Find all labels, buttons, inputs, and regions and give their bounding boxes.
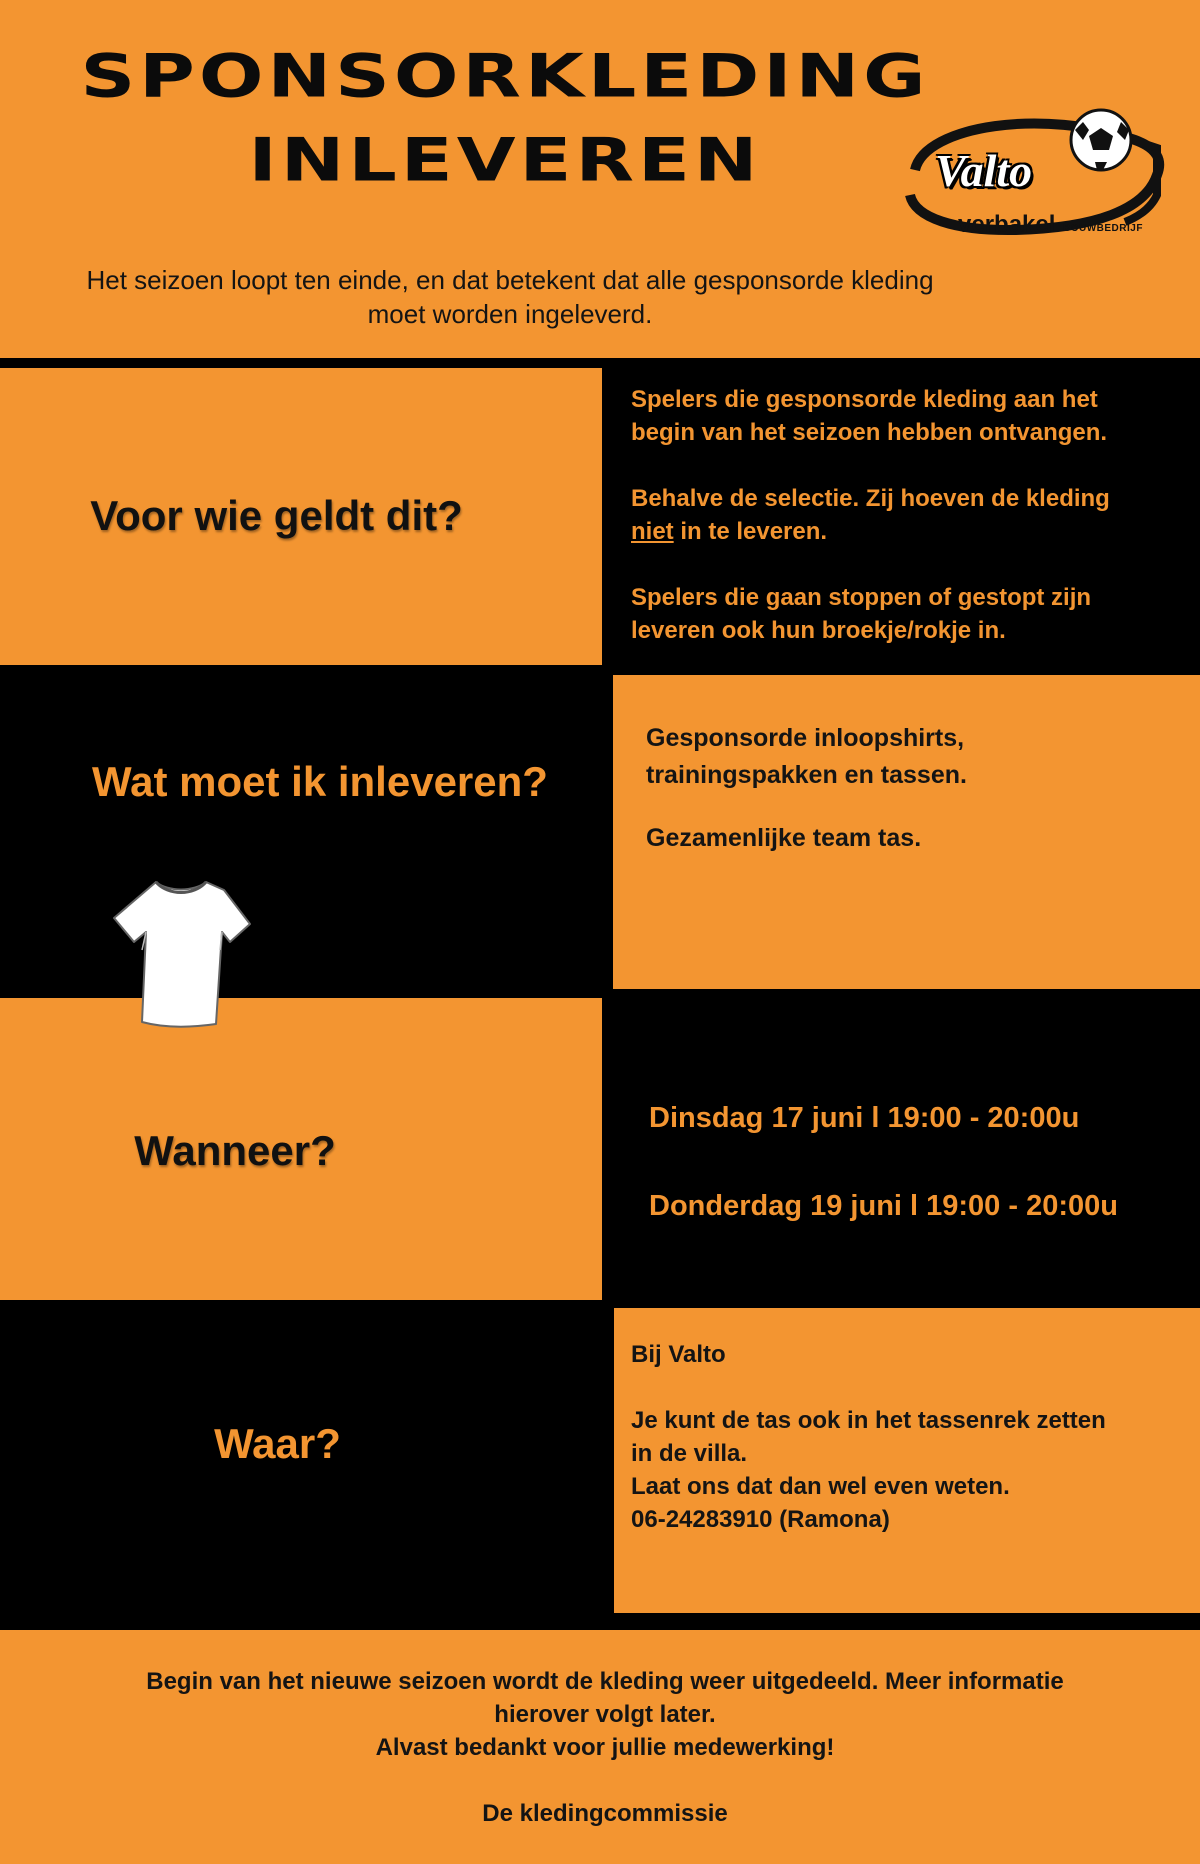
wat-heading: Wat moet ik inleveren? [92, 758, 548, 805]
waar-p2-line-2: in de villa. [631, 1440, 748, 1467]
wat-p1-line-2: trainingspakken en tassen. [646, 761, 967, 789]
voor-wie-p2-line-1: Behalve de selectie. Zij hoeven de kleding [631, 485, 1110, 512]
logo-wordmark: Valto [935, 145, 1033, 196]
wat-content-panel [613, 675, 1200, 989]
voor-wie-p1-line-1: Spelers die gesponsorde kleding aan het [631, 386, 1098, 413]
waar-p2-line-1: Je kunt de tas ook in het tassenrek zetten [631, 1407, 1106, 1434]
voor-wie-label-panel [0, 368, 602, 665]
wanneer-content [649, 1100, 1194, 1224]
waar-paragraph-1: Bij Valto [631, 1341, 726, 1368]
footer-line-1: Begin van het nieuwe seizoen wordt de kleding weer uitgedeeld. Meer informatie [146, 1668, 1064, 1695]
waar-content-panel [614, 1308, 1200, 1613]
page-title-line-2: INLEVEREN [248, 124, 762, 195]
wanneer-date-2: Donderdag 19 juni l 19:00 - 20:00u [649, 1190, 1118, 1222]
logo-sponsor-suffix: BOUWBEDRIJF [1063, 223, 1143, 234]
voor-wie-paragraph-2 [631, 482, 1191, 548]
waar-paragraph-2 [631, 1404, 1191, 1536]
header [0, 0, 1200, 358]
tshirt-icon [112, 878, 252, 1030]
voor-wie-p3-line-2: leveren ook hun broekje/rokje in. [631, 617, 1006, 644]
voor-wie-p3-line-1: Spelers die gaan stoppen of gestopt zijn [631, 584, 1092, 611]
voor-wie-paragraph-1 [631, 383, 1191, 449]
waar-content [631, 1338, 1191, 1536]
footer-signature: De kledingcommissie [482, 1800, 728, 1827]
page-title-line-1: SPONSORKLEDING [80, 40, 930, 111]
wat-paragraph-2: Gezamenlijke team tas. [646, 824, 922, 852]
voor-wie-emphasis-niet: niet [631, 518, 674, 545]
voor-wie-content-panel [610, 368, 1200, 665]
wanneer-heading: Wanneer? [134, 1127, 336, 1174]
valto-logo [895, 100, 1170, 250]
voor-wie-heading: Voor wie geldt dit? [90, 492, 463, 539]
wanneer-date-1: Dinsdag 17 juni l 19:00 - 20:00u [649, 1102, 1080, 1134]
waar-phone-contact: 06-24283910 (Ramona) [631, 1506, 890, 1533]
intro-line-1: Het seizoen loopt ten einde, en dat betekent dat alle gesponsorde kleding [86, 265, 934, 295]
voor-wie-content [631, 383, 1191, 647]
waar-p2-line-3: Laat ons dat dan wel even weten. [631, 1473, 1010, 1500]
wat-p1-line-1: Gesponsorde inloopshirts, [646, 724, 965, 752]
waar-label-panel [0, 1302, 612, 1622]
wat-paragraph-1 [646, 720, 1186, 794]
voor-wie-p1-line-2: begin van het seizoen hebben ontvangen. [631, 419, 1108, 446]
wanneer-label-panel [0, 998, 602, 1300]
waar-heading: Waar? [214, 1420, 341, 1467]
wat-content [646, 720, 1186, 857]
footer-line-2: hierover volgt later. [494, 1701, 716, 1728]
voor-wie-paragraph-3 [631, 581, 1191, 647]
wanneer-content-panel [602, 990, 1200, 1300]
wat-label-panel [0, 667, 610, 989]
soccer-ball-icon [1071, 110, 1131, 170]
logo-sponsor: verbakel [958, 211, 1056, 238]
intro-text [60, 263, 960, 331]
footer-thanks: Alvast bedankt voor jullie medewerking! [375, 1734, 835, 1761]
voor-wie-p2-line-2: in te leveren. [673, 518, 828, 545]
intro-line-2: moet worden ingeleverd. [367, 299, 653, 329]
footer [0, 1630, 1200, 1864]
